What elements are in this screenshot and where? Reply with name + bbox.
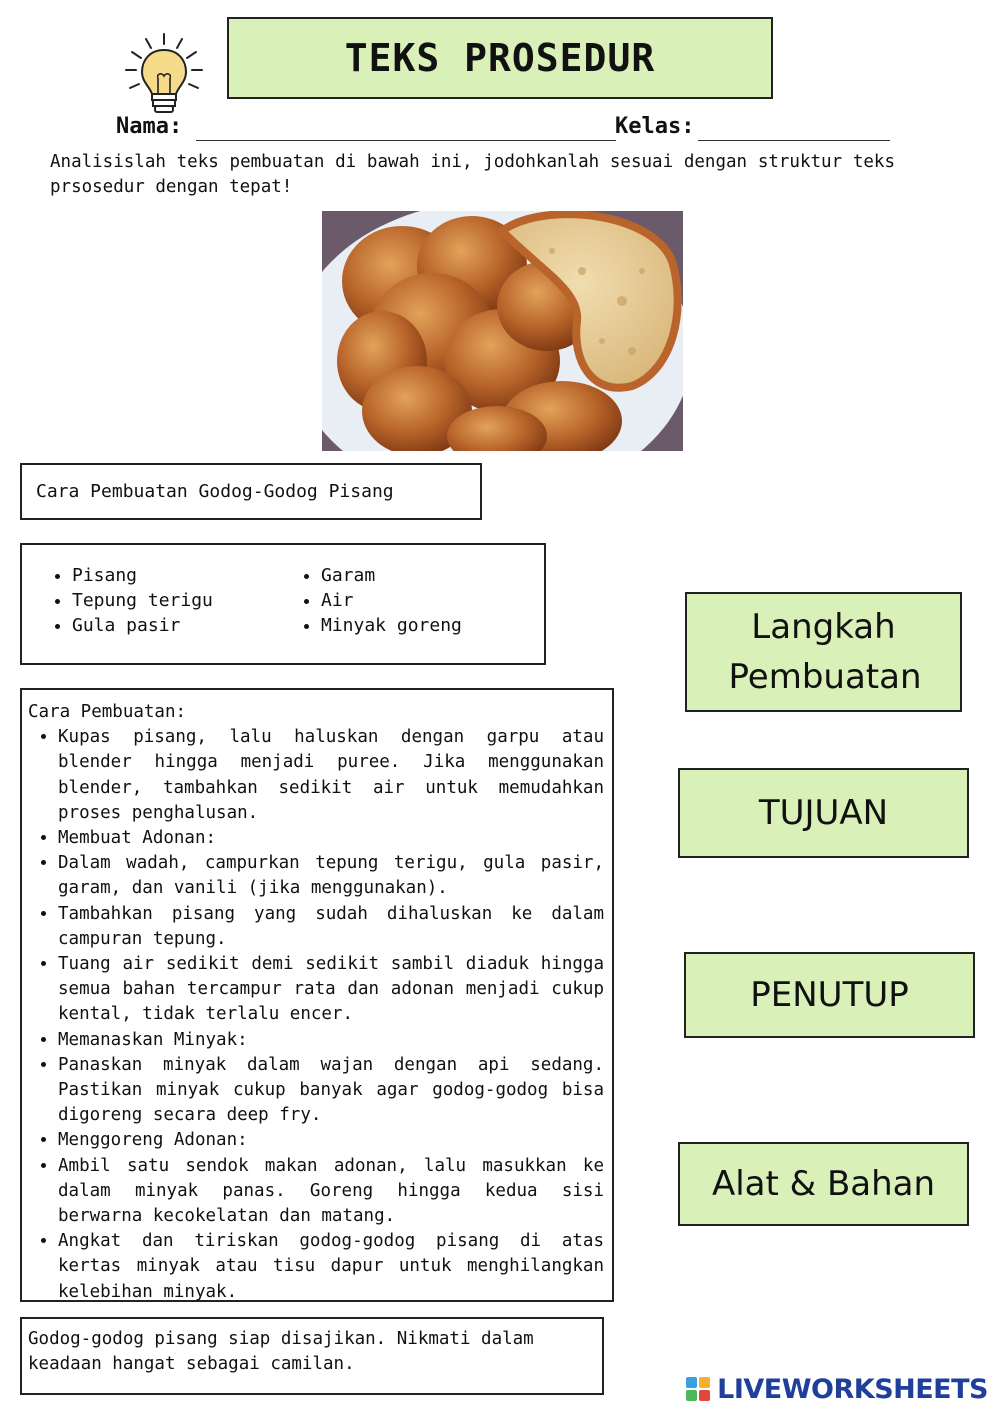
step-item: • Kupas pisang, lalu haluskan dengan garpu atau blender hingga menjadi puree. Jika menggunakan blender, tambahkan sedikit air untuk memudahkan proses penghalusan. bbox=[58, 725, 604, 826]
ingredients-list-left bbox=[44, 563, 213, 638]
recipe-title: Cara Pembuatan Godog-Godog Pisang bbox=[36, 481, 394, 502]
list-item: • Air bbox=[321, 588, 462, 613]
step-item: • Memanaskan Minyak: bbox=[58, 1028, 604, 1053]
closing-box bbox=[20, 1317, 604, 1395]
name-line bbox=[196, 140, 616, 141]
step-item: • Panaskan minyak dalam wajan dengan api sedang. Pastikan minyak cukup banyak agar godog-godog bisa digoreng secara deep fry. bbox=[58, 1053, 604, 1129]
list-item: • Pisang bbox=[72, 563, 213, 588]
banana-fritter-photo bbox=[322, 211, 683, 451]
list-item: • Tepung terigu bbox=[72, 588, 213, 613]
liveworksheets-logo bbox=[685, 1372, 988, 1406]
closing-text: Godog-godog pisang siap disajikan. Nikmati dalam keadaan hangat sebagai camilan. bbox=[28, 1329, 534, 1374]
recipe-title-box bbox=[20, 463, 482, 520]
list-item: • Garam bbox=[321, 563, 462, 588]
option-penutup[interactable]: PENUTUP bbox=[684, 952, 975, 1038]
name-label: Nama: bbox=[116, 114, 183, 139]
option-langkah-pembuatan[interactable]: Langkah Pembuatan bbox=[685, 592, 962, 712]
ingredients-list-right bbox=[293, 563, 462, 638]
class-line bbox=[698, 140, 890, 141]
list-item: • Gula pasir bbox=[72, 613, 213, 638]
light-bulb-icon bbox=[120, 30, 208, 118]
title-box bbox=[227, 17, 773, 99]
liveworksheets-logo-icon bbox=[685, 1376, 711, 1402]
logo-text: LIVEWORKSHEETS bbox=[717, 1373, 988, 1405]
step-item: • Tambahkan pisang yang sudah dihaluskan ke dalam campuran tepung. bbox=[58, 902, 604, 952]
step-item: • Membuat Adonan: bbox=[58, 826, 604, 851]
steps-heading: Cara Pembuatan: bbox=[28, 702, 187, 722]
steps-box bbox=[20, 688, 614, 1302]
steps-list bbox=[28, 725, 604, 1305]
step-item: • Ambil satu sendok makan adonan, lalu masukkan ke dalam minyak panas. Goreng hingga kedua sisi berwarna kecokelatan dan matang. bbox=[58, 1154, 604, 1230]
step-item: • Menggoreng Adonan: bbox=[58, 1128, 604, 1153]
ingredients-box bbox=[20, 543, 546, 665]
option-tujuan[interactable]: TUJUAN bbox=[678, 768, 969, 858]
step-item: • Angkat dan tiriskan godog-godog pisang di atas kertas minyak atau tisu dapur untuk menghilangkan kelebihan minyak. bbox=[58, 1229, 604, 1305]
page-title: TEKS PROSEDUR bbox=[344, 36, 656, 80]
step-item: • Tuang air sedikit demi sedikit sambil diaduk hingga semua bahan tercampur rata dan adonan menjadi cukup kental, tidak terlalu encer. bbox=[58, 952, 604, 1028]
step-item: • Dalam wadah, campurkan tepung terigu, gula pasir, garam, dan vanili (jika menggunakan). bbox=[58, 851, 604, 901]
class-label: Kelas: bbox=[615, 114, 695, 139]
option-alat-bahan[interactable]: Alat & Bahan bbox=[678, 1142, 969, 1226]
instruction-text: Analisislah teks pembuatan di bawah ini, jodohkanlah sesuai dengan struktur teks prsosedur dengan tepat! bbox=[50, 152, 895, 197]
list-item: • Minyak goreng bbox=[321, 613, 462, 638]
